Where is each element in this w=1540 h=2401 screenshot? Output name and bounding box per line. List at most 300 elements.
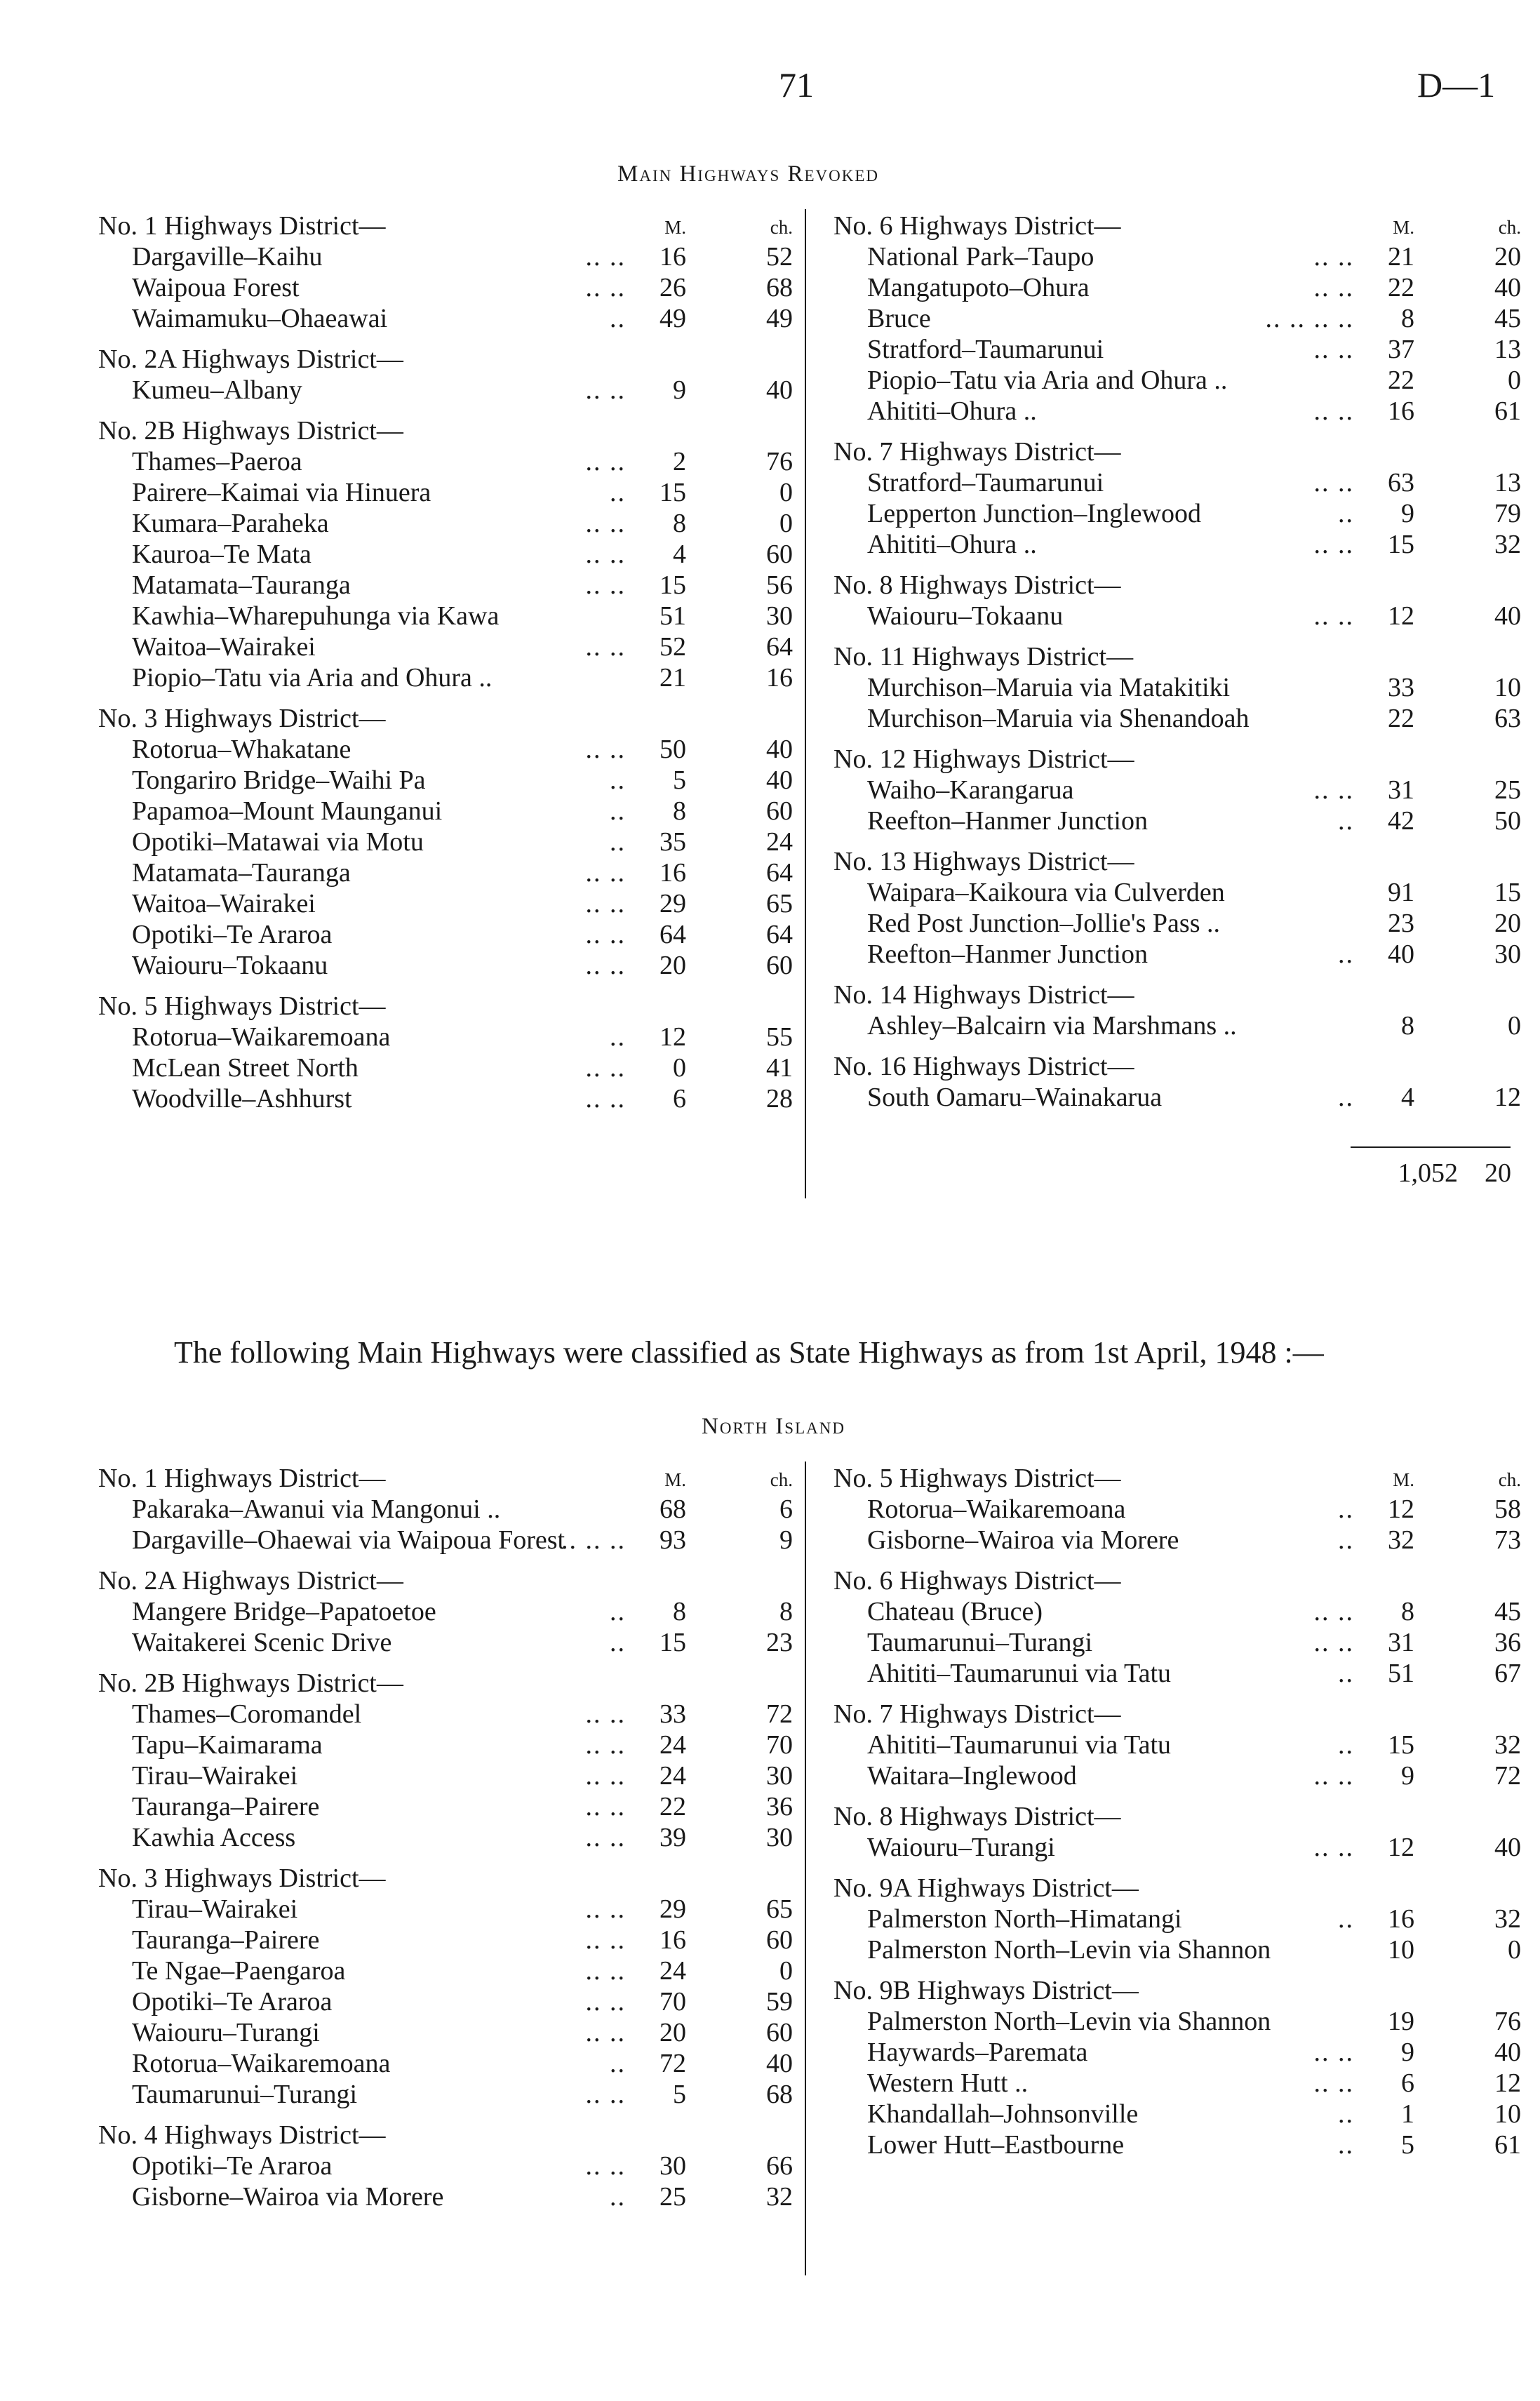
- chains-value: 59: [766, 1987, 793, 2017]
- document-reference: D—1: [1417, 65, 1496, 105]
- highway-name: Waitoa–Wairakei: [132, 632, 316, 662]
- leader-dots: .. ..: [585, 951, 626, 980]
- highway-name: Lower Hutt–Eastbourne: [867, 2130, 1125, 2160]
- leader-dots: ..: [610, 1022, 626, 1052]
- leader-dots: ..: [1338, 2099, 1354, 2129]
- miles-value: 4: [673, 540, 686, 569]
- highway-name: Dargaville–Kaihu: [132, 242, 323, 272]
- miles-value: 15: [1388, 530, 1414, 559]
- highway-row: [833, 1010, 1521, 1041]
- highway-row: [98, 539, 793, 570]
- chains-value: 13: [1494, 468, 1521, 497]
- chains-value: 30: [766, 601, 793, 631]
- miles-value: 9: [1401, 499, 1414, 528]
- highway-name: Lepperton Junction–Inglewood: [867, 499, 1201, 528]
- miles-value: 35: [659, 827, 686, 857]
- total-miles: 1,052: [1398, 1158, 1458, 1188]
- highway-row: [98, 1791, 793, 1822]
- miles-value: 50: [659, 735, 686, 764]
- miles-value: 21: [659, 663, 686, 693]
- district-group: [833, 1873, 1521, 1965]
- highway-row: [833, 908, 1521, 939]
- chains-value: 45: [1494, 1597, 1521, 1626]
- miles-value: 21: [1388, 242, 1414, 272]
- leader-dots: ..: [610, 1597, 626, 1626]
- district-group: [833, 744, 1521, 836]
- miles-value: 51: [659, 601, 686, 631]
- chains-value: 36: [766, 1792, 793, 1821]
- leader-dots: .. ..: [585, 1987, 626, 2017]
- chains-value: 64: [766, 632, 793, 662]
- chains-value: 32: [766, 2182, 793, 2212]
- district-heading: No. 3 Highways District—: [98, 1864, 386, 1893]
- leader-dots: ..: [1338, 1904, 1354, 1934]
- highway-name: Red Post Junction–Jollie's Pass ..: [867, 909, 1220, 938]
- district-group: [833, 846, 1521, 970]
- district-group: [98, 991, 793, 1114]
- state-left-column: [98, 1463, 793, 2222]
- district-group: [98, 1863, 793, 2110]
- miles-value: 5: [673, 2080, 686, 2109]
- miles-value: 22: [1388, 366, 1414, 395]
- district-group: [98, 703, 793, 981]
- leader-dots: .. ..: [585, 1053, 626, 1083]
- highway-name: Matamata–Tauranga: [132, 858, 351, 888]
- highway-name: Gisborne–Wairoa via Morere: [132, 2182, 444, 2212]
- highway-name: Tirau–Wairakei: [132, 1894, 298, 1924]
- highway-row: [833, 1760, 1521, 1791]
- miles-value: 8: [1401, 304, 1414, 333]
- leader-dots: .. ..: [585, 920, 626, 949]
- miles-value: 49: [659, 304, 686, 333]
- miles-value: 16: [659, 1925, 686, 1955]
- highway-name: Waiouru–Tokaanu: [132, 951, 328, 980]
- highway-row: [98, 2048, 793, 2079]
- highway-name: Pairere–Kaimai via Hinuera: [132, 478, 431, 507]
- district-group: [833, 979, 1521, 1041]
- district-group: [833, 436, 1521, 560]
- highway-row: [98, 950, 793, 981]
- miles-value: 0: [673, 1053, 686, 1083]
- highway-row: [833, 1494, 1521, 1525]
- district-heading: No. 6 Highways District—: [833, 211, 1121, 241]
- miles-value: 12: [1388, 1494, 1414, 1524]
- highway-row: [833, 467, 1521, 498]
- leader-dots: ..: [610, 304, 626, 333]
- highway-name: Mangere Bridge–Papatoetoe: [132, 1597, 436, 1626]
- highway-row: [98, 796, 793, 827]
- highway-row: [833, 1832, 1521, 1863]
- miles-value: 8: [1401, 1597, 1414, 1626]
- highway-row: [98, 734, 793, 765]
- highway-row: [98, 1083, 793, 1114]
- chains-value: 45: [1494, 304, 1521, 333]
- unit-chains: ch.: [1498, 1469, 1521, 1490]
- chains-value: 36: [1494, 1628, 1521, 1657]
- leader-dots: .. .. ..: [561, 1525, 626, 1555]
- unit-miles: M.: [664, 217, 686, 238]
- district-heading: No. 16 Highways District—: [833, 1052, 1134, 1081]
- highway-row: [833, 775, 1521, 805]
- highway-name: Chateau (Bruce): [867, 1597, 1043, 1626]
- revoked-heading: Main Highways Revoked: [617, 161, 880, 187]
- leader-dots: .. ..: [1313, 273, 1354, 302]
- chains-value: 65: [766, 1894, 793, 1924]
- total-rule: [1351, 1146, 1511, 1148]
- highway-name: Opotiki–Matawai via Motu: [132, 827, 424, 857]
- chains-value: 23: [766, 1628, 793, 1657]
- chains-value: 61: [1494, 396, 1521, 426]
- highway-row: [98, 857, 793, 888]
- miles-value: 8: [1401, 1011, 1414, 1041]
- leader-dots: .. ..: [1313, 601, 1354, 631]
- leader-dots: .. ..: [1313, 1597, 1354, 1626]
- district-heading: No. 7 Highways District—: [833, 437, 1121, 467]
- miles-value: 39: [659, 1823, 686, 1852]
- district-heading: No. 2A Highways District—: [98, 345, 403, 374]
- miles-value: 31: [1388, 1628, 1414, 1657]
- district-group: [98, 344, 793, 406]
- district-group: [833, 210, 1521, 427]
- highway-row: [98, 2079, 793, 2110]
- unit-miles: M.: [1393, 1469, 1414, 1490]
- chains-value: 40: [1494, 2038, 1521, 2067]
- leader-dots: .. ..: [585, 242, 626, 272]
- highway-row: [98, 570, 793, 601]
- chains-value: 60: [766, 951, 793, 980]
- highway-row: [833, 529, 1521, 560]
- chains-value: 73: [1494, 1525, 1521, 1555]
- highway-name: Reefton–Hanmer Junction: [867, 939, 1148, 969]
- chains-value: 0: [779, 509, 793, 538]
- district-heading: No. 9A Highways District—: [833, 1873, 1139, 1903]
- highway-name: Waitoa–Wairakei: [132, 889, 316, 918]
- highway-name: Woodville–Ashhurst: [132, 1084, 352, 1113]
- chains-value: 24: [766, 827, 793, 857]
- leader-dots: ..: [1338, 499, 1354, 528]
- leader-dots: ..: [610, 765, 626, 795]
- leader-dots: .. ..: [585, 1823, 626, 1852]
- miles-value: 24: [659, 1730, 686, 1760]
- chains-value: 55: [766, 1022, 793, 1052]
- miles-value: 4: [1401, 1083, 1414, 1112]
- miles-value: 29: [659, 1894, 686, 1924]
- miles-value: 12: [1388, 601, 1414, 631]
- unit-header: [833, 210, 1521, 241]
- unit-chains: ch.: [770, 217, 793, 238]
- district-heading: No. 8 Highways District—: [833, 570, 1121, 600]
- miles-value: 93: [659, 1525, 686, 1555]
- highway-name: Tirau–Wairakei: [132, 1761, 298, 1791]
- chains-value: 40: [766, 375, 793, 405]
- leader-dots: .. ..: [1313, 1761, 1354, 1791]
- highway-row: [98, 375, 793, 406]
- revoked-left-column: [98, 210, 793, 1124]
- miles-value: 12: [659, 1022, 686, 1052]
- highway-name: Western Hutt ..: [867, 2068, 1029, 2098]
- leader-dots: ..: [1338, 939, 1354, 969]
- highway-name: Tongariro Bridge–Waihi Pa: [132, 765, 426, 795]
- highway-row: [833, 1627, 1521, 1658]
- miles-value: 19: [1388, 2007, 1414, 2036]
- highway-name: Te Ngae–Paengaroa: [132, 1956, 346, 1986]
- total-chains: 20: [1485, 1158, 1511, 1188]
- north-island-heading: North Island: [702, 1414, 845, 1439]
- highway-name: McLean Street North: [132, 1053, 359, 1083]
- highway-row: [833, 877, 1521, 908]
- highway-name: Kumara–Paraheka: [132, 509, 329, 538]
- leader-dots: .. ..: [585, 375, 626, 405]
- highway-name: Gisborne–Wairoa via Morere: [867, 1525, 1179, 1555]
- highway-row: [833, 2068, 1521, 2099]
- leader-dots: ..: [610, 1628, 626, 1657]
- chains-value: 0: [1508, 366, 1521, 395]
- highway-name: Opotiki–Te Araroa: [132, 2151, 333, 2181]
- highway-row: [98, 1760, 793, 1791]
- leader-dots: .. ..: [1313, 468, 1354, 497]
- chains-value: 12: [1494, 2068, 1521, 2098]
- highway-name: Rotorua–Whakatane: [132, 735, 351, 764]
- miles-value: 1: [1401, 2099, 1414, 2129]
- highway-row: [833, 2037, 1521, 2068]
- highway-name: Waitakerei Scenic Drive: [132, 1628, 392, 1657]
- highway-row: [833, 672, 1521, 703]
- leader-dots: ..: [1338, 806, 1354, 836]
- highway-name: Thames–Coromandel: [132, 1699, 362, 1729]
- highway-name: Waimamuku–Ohaeawai: [132, 304, 388, 333]
- chains-value: 16: [766, 663, 793, 693]
- highway-row: [98, 1596, 793, 1627]
- district-heading: No. 12 Highways District—: [833, 744, 1134, 774]
- chains-value: 30: [766, 1823, 793, 1852]
- leader-dots: ..: [610, 2182, 626, 2212]
- chains-value: 10: [1494, 673, 1521, 702]
- chains-value: 52: [766, 242, 793, 272]
- highway-row: [98, 1730, 793, 1760]
- leader-dots: .. ..: [585, 735, 626, 764]
- district-group: [833, 1051, 1521, 1113]
- highway-name: Khandallah–Johnsonville: [867, 2099, 1139, 2129]
- highway-name: Murchison–Maruia via Shenandoah: [867, 704, 1250, 733]
- leader-dots: .. ..: [585, 632, 626, 662]
- highway-row: [98, 2017, 793, 2048]
- highway-name: Waipara–Kaikoura via Culverden: [867, 878, 1225, 907]
- leader-dots: .. ..: [585, 447, 626, 476]
- highway-row: [833, 365, 1521, 396]
- miles-value: 20: [659, 2018, 686, 2047]
- district-heading: No. 9B Highways District—: [833, 1976, 1139, 2005]
- leader-dots: ..: [1338, 1494, 1354, 1524]
- chains-value: 64: [766, 920, 793, 949]
- highway-name: Waiho–Karangarua: [867, 775, 1074, 805]
- miles-value: 15: [1388, 1730, 1414, 1760]
- leader-dots: .. ..: [585, 1084, 626, 1113]
- leader-dots: ..: [1338, 1659, 1354, 1688]
- miles-value: 24: [659, 1761, 686, 1791]
- highway-row: [833, 498, 1521, 529]
- district-heading: No. 7 Highways District—: [833, 1699, 1121, 1729]
- chains-value: 28: [766, 1084, 793, 1113]
- district-heading: No. 6 Highways District—: [833, 1566, 1121, 1596]
- highway-name: Waiouru–Turangi: [132, 2018, 320, 2047]
- chains-value: 60: [766, 796, 793, 826]
- leader-dots: .. ..: [585, 858, 626, 888]
- miles-value: 15: [659, 570, 686, 600]
- miles-value: 22: [659, 1792, 686, 1821]
- chains-value: 72: [1494, 1761, 1521, 1791]
- chains-value: 0: [1508, 1011, 1521, 1041]
- highway-name: Papamoa–Mount Maunganui: [132, 796, 443, 826]
- chains-value: 0: [779, 478, 793, 507]
- highway-row: [98, 1894, 793, 1925]
- highway-row: [833, 1730, 1521, 1760]
- highway-name: Kawhia–Wharepuhunga via Kawa: [132, 601, 500, 631]
- miles-value: 16: [1388, 1904, 1414, 1934]
- chains-value: 32: [1494, 1904, 1521, 1934]
- highway-name: Reefton–Hanmer Junction: [867, 806, 1148, 836]
- miles-value: 9: [1401, 1761, 1414, 1791]
- highway-name: Ashley–Balcairn via Marshmans ..: [867, 1011, 1237, 1041]
- highway-row: [98, 1822, 793, 1853]
- chains-value: 76: [766, 447, 793, 476]
- leader-dots: .. .. .. ..: [1265, 304, 1354, 333]
- chains-value: 63: [1494, 704, 1521, 733]
- highway-name: Stratford–Taumarunui: [867, 468, 1104, 497]
- column-divider: [805, 1462, 806, 2275]
- chains-value: 68: [766, 273, 793, 302]
- district-group: [833, 1699, 1521, 1791]
- chains-value: 32: [1494, 530, 1521, 559]
- miles-value: 42: [1388, 806, 1414, 836]
- leader-dots: .. ..: [585, 273, 626, 302]
- leader-dots: .. ..: [585, 1925, 626, 1955]
- chains-value: 66: [766, 2151, 793, 2181]
- highway-row: [98, 1699, 793, 1730]
- highway-name: Matamata–Tauranga: [132, 570, 351, 600]
- leader-dots: .. ..: [1313, 530, 1354, 559]
- highway-row: [98, 1925, 793, 1955]
- highway-row: [833, 2129, 1521, 2160]
- chains-value: 58: [1494, 1494, 1521, 1524]
- highway-row: [98, 631, 793, 662]
- highway-name: Taumarunui–Turangi: [132, 2080, 358, 2109]
- district-group: [833, 1565, 1521, 1689]
- district-heading: No. 5 Highways District—: [98, 991, 386, 1021]
- leader-dots: ..: [1338, 2130, 1354, 2160]
- chains-value: 40: [1494, 601, 1521, 631]
- unit-miles: M.: [1393, 217, 1414, 238]
- chains-value: 40: [1494, 1833, 1521, 1862]
- highway-row: [98, 1494, 793, 1525]
- highway-name: Dargaville–Ohaewai via Waipoua Forest: [132, 1525, 565, 1555]
- unit-chains: ch.: [1498, 217, 1521, 238]
- highway-name: Opotiki–Te Araroa: [132, 920, 333, 949]
- chains-value: 25: [1494, 775, 1521, 805]
- miles-value: 6: [673, 1084, 686, 1113]
- leader-dots: ..: [610, 478, 626, 507]
- chains-value: 64: [766, 858, 793, 888]
- highway-row: [98, 272, 793, 303]
- chains-value: 10: [1494, 2099, 1521, 2129]
- highway-row: [98, 1986, 793, 2017]
- miles-value: 24: [659, 1956, 686, 1986]
- highway-name: Tauranga–Pairere: [132, 1792, 320, 1821]
- district-heading: No. 4 Highways District—: [98, 2120, 386, 2150]
- miles-value: 63: [1388, 468, 1414, 497]
- chains-value: 70: [766, 1730, 793, 1760]
- miles-value: 8: [673, 796, 686, 826]
- leader-dots: .. ..: [585, 2080, 626, 2109]
- highway-name: Rotorua–Waikaremoana: [132, 2049, 391, 2078]
- district-heading: No. 1 Highways District—: [98, 1464, 386, 1493]
- highway-row: [833, 601, 1521, 631]
- highway-row: [98, 765, 793, 796]
- highway-name: Kawhia Access: [132, 1823, 296, 1852]
- highway-row: [833, 396, 1521, 427]
- highway-row: [98, 827, 793, 857]
- highway-name: Mangatupoto–Ohura: [867, 273, 1090, 302]
- highway-row: [833, 241, 1521, 272]
- highway-name: Kauroa–Te Mata: [132, 540, 312, 569]
- leader-dots: .. ..: [585, 509, 626, 538]
- miles-value: 15: [659, 1628, 686, 1657]
- miles-value: 68: [659, 1494, 686, 1524]
- highway-row: [833, 805, 1521, 836]
- highway-name: Piopio–Tatu via Aria and Ohura ..: [132, 663, 493, 693]
- chains-value: 32: [1494, 1730, 1521, 1760]
- column-divider: [805, 209, 806, 1198]
- chains-value: 49: [766, 304, 793, 333]
- highway-row: [833, 272, 1521, 303]
- highway-row: [833, 334, 1521, 365]
- district-heading: No. 11 Highways District—: [833, 642, 1134, 671]
- highway-row: [833, 2006, 1521, 2037]
- highway-row: [98, 1022, 793, 1052]
- miles-value: 20: [659, 951, 686, 980]
- chains-value: 30: [766, 1761, 793, 1791]
- leader-dots: .. ..: [585, 1894, 626, 1924]
- leader-dots: .. ..: [585, 1730, 626, 1760]
- chains-value: 67: [1494, 1659, 1521, 1688]
- leader-dots: .. ..: [585, 2151, 626, 2181]
- chains-value: 20: [1494, 909, 1521, 938]
- unit-header: [98, 210, 793, 241]
- highway-row: [833, 2099, 1521, 2129]
- highway-row: [98, 446, 793, 477]
- miles-value: 37: [1388, 335, 1414, 364]
- miles-value: 32: [1388, 1525, 1414, 1555]
- highway-row: [833, 1525, 1521, 1556]
- chains-value: 40: [1494, 273, 1521, 302]
- chains-value: 50: [1494, 806, 1521, 836]
- highway-name: Palmerston North–Levin via Shannon: [867, 1935, 1271, 1965]
- district-group: [833, 1975, 1521, 2160]
- chains-value: 12: [1494, 1083, 1521, 1112]
- highway-row: [833, 1904, 1521, 1934]
- chains-value: 0: [779, 1956, 793, 1986]
- miles-value: 64: [659, 920, 686, 949]
- highway-row: [98, 919, 793, 950]
- leader-dots: .. ..: [585, 540, 626, 569]
- highway-row: [833, 1658, 1521, 1689]
- district-heading: No. 3 Highways District—: [98, 704, 386, 733]
- highway-row: [98, 508, 793, 539]
- highway-name: Murchison–Maruia via Matakitiki: [867, 673, 1231, 702]
- miles-value: 6: [1401, 2068, 1414, 2098]
- district-group: [98, 2120, 793, 2212]
- highway-row: [98, 1052, 793, 1083]
- highway-name: South Oamaru–Wainakarua: [867, 1083, 1163, 1112]
